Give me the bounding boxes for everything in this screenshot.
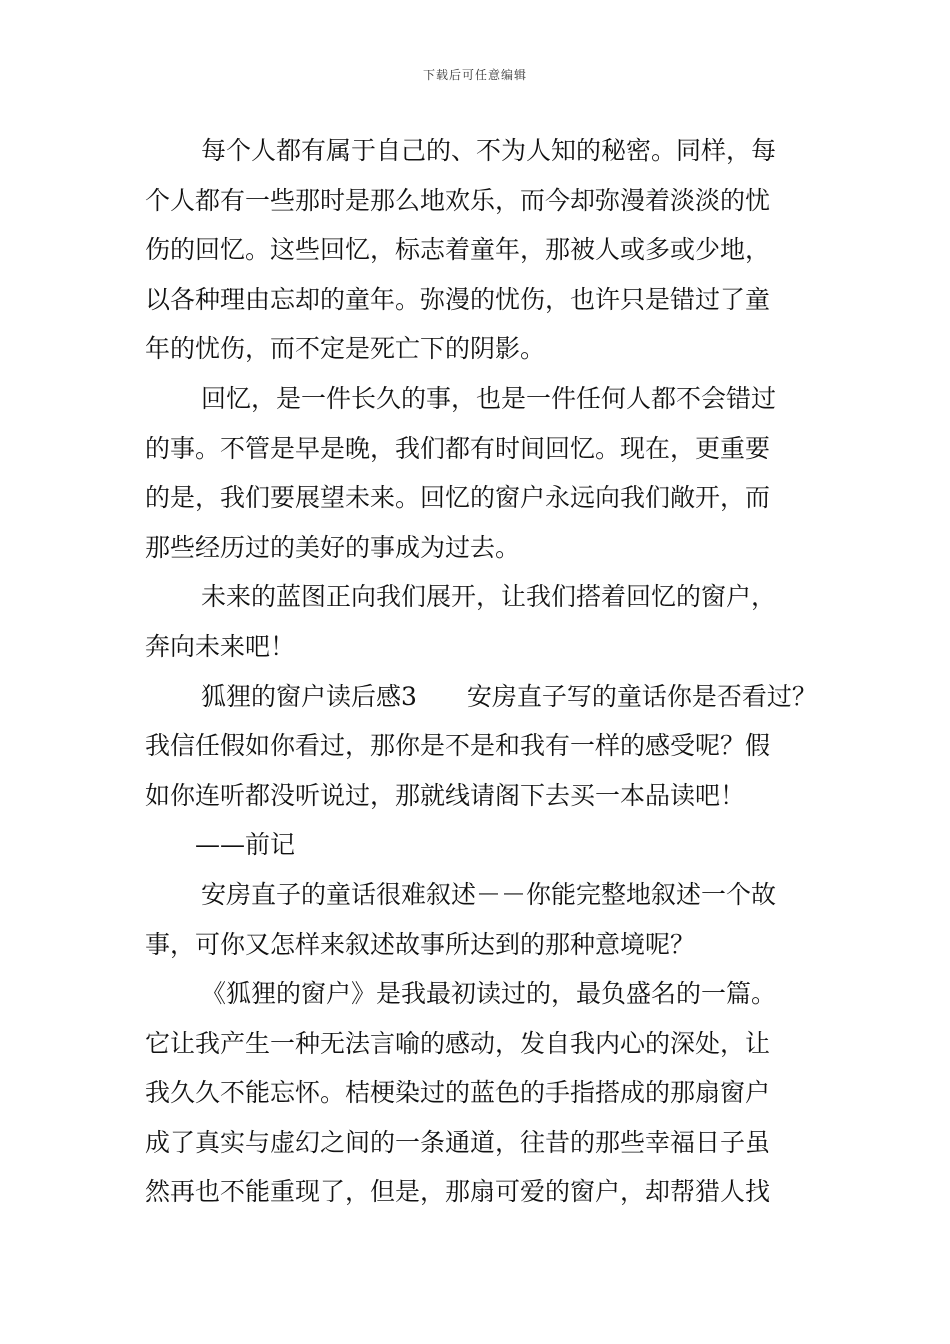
page-header: 下载后可任意编辑 xyxy=(422,68,527,82)
paragraph-1-line-5: 年的忧伤，而不定是死亡下的阴影。 xyxy=(145,334,546,364)
paragraph-1-line-2: 个人都有一些那时是那么地欢乐，而今却弥漫着淡淡的忧 xyxy=(145,185,771,215)
paragraph-4-line-2: 我信任假如你看过，那你是不是和我有一样的感受呢？假 xyxy=(145,731,771,761)
paragraph-2-line-1: 回忆，是一件长久的事，也是一件任何人都不会错过 xyxy=(201,383,777,413)
paragraph-6-line-4: 成了真实与虚幻之间的一条通道，往昔的那些幸福日子虽 xyxy=(145,1127,771,1157)
paragraph-2-line-4: 那些经历过的美好的事成为过去。 xyxy=(145,532,521,562)
paragraph-1-line-1: 每个人都有属于自己的、不为人知的秘密。同样，每 xyxy=(201,136,777,165)
paragraph-6-line-3: 我久久不能忘怀。桔梗染过的蓝色的手指搭成的那扇窗户 xyxy=(145,1078,771,1108)
paragraph-5-line-2: 事，可你又怎样来叙述故事所达到的那种意境呢？ xyxy=(145,929,696,959)
paragraph-3-line-2: 奔向未来吧！ xyxy=(145,631,296,661)
paragraph-5-line-1: 安房直子的童话很难叙述－－你能完整地叙述一个故 xyxy=(201,879,777,909)
paragraph-6-line-1: 《狐狸的窗户》是我最初读过的，最负盛名的一篇。 xyxy=(201,979,777,1009)
paragraph-3-line-1: 未来的蓝图正向我们展开，让我们搭着回忆的窗户， xyxy=(201,582,777,612)
paragraph-4-line-1: 狐狸的窗户读后感3 安房直子写的童话你是否看过？ xyxy=(201,681,817,711)
paragraph-6-line-5: 然再也不能重现了，但是，那扇可爱的窗户，却帮猎人找 xyxy=(145,1177,771,1207)
paragraph-6-line-2: 它让我产生一种无法言喻的感动，发自我内心的深处，让 xyxy=(145,1028,771,1058)
preface-note: ——前记 xyxy=(195,830,296,860)
document-body xyxy=(145,126,825,1217)
paragraph-2-line-3: 的是，我们要展望未来。回忆的窗户永远向我们敞开，而 xyxy=(145,483,771,513)
paragraph-1-line-3: 伤的回忆。这些回忆，标志着童年，那被人或多或少地， xyxy=(145,235,771,265)
paragraph-4-line-3: 如你连听都没听说过，那就线请阁下去买一本品读吧！ xyxy=(145,780,746,810)
paragraph-2-line-2: 的事。不管是早是晚，我们都有时间回忆。现在，更重要 xyxy=(145,433,771,463)
paragraph-1-line-4: 以各种理由忘却的童年。弥漫的忧伤，也许只是错过了童 xyxy=(145,284,771,314)
